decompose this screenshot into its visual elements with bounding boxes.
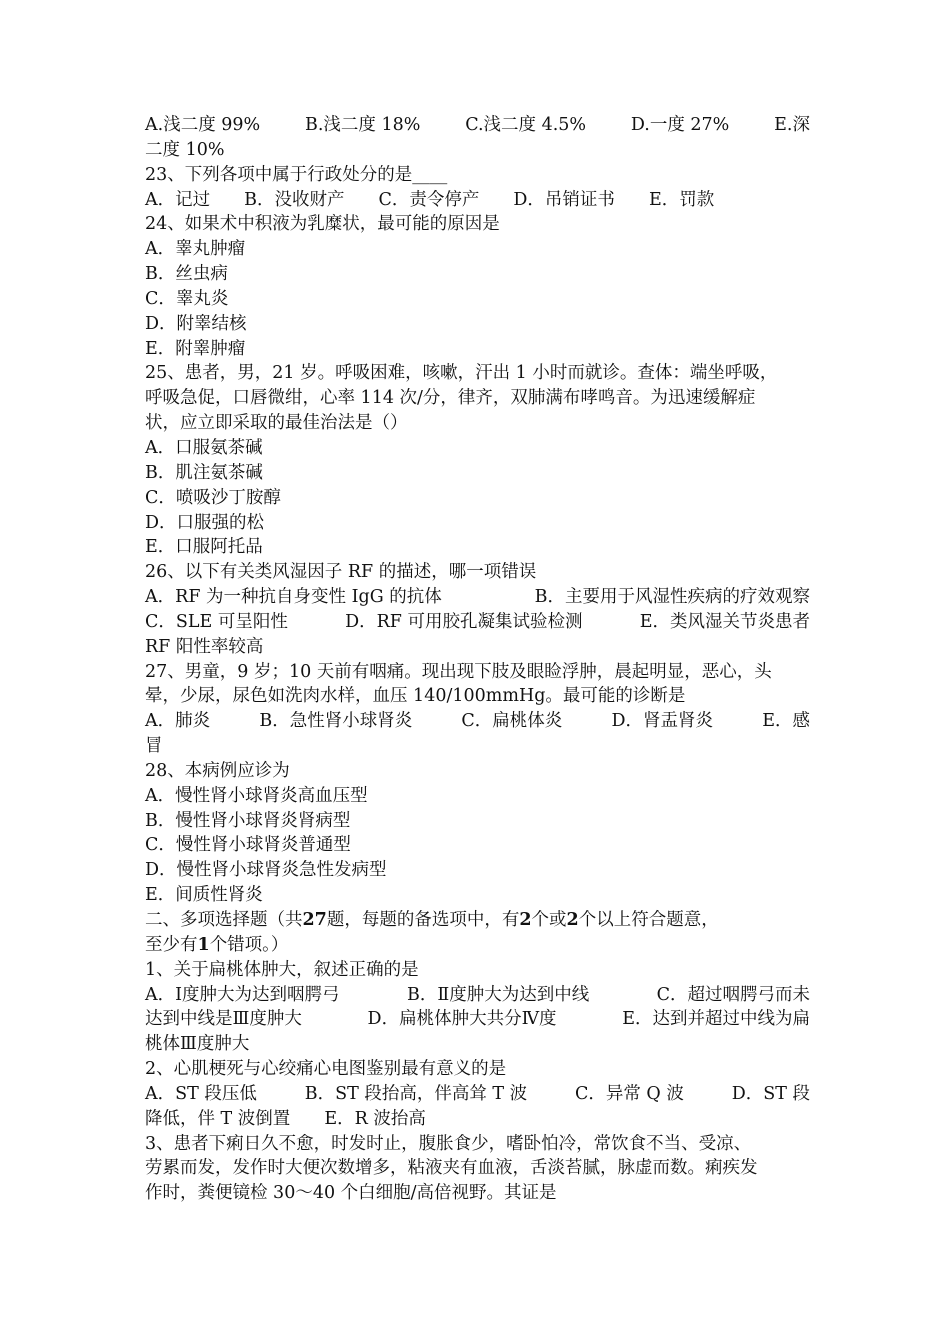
q28-option-e: E．间质性肾炎 — [145, 885, 263, 906]
q28-option-b: B．慢性肾小球肾炎肾病型 — [145, 810, 351, 831]
q25-stem-line: 状，应立即采取的最佳治法是（） — [145, 413, 408, 434]
m3-stem-line: 劳累而发，发作时大便次数增多，粘液夹有血液，舌淡苔腻，脉虚而数。痢疾发 — [145, 1158, 758, 1179]
m2-option-e: E．R 波抬高 — [324, 1108, 426, 1129]
m2-options-line — [145, 1082, 810, 1107]
q27-options-line — [145, 709, 810, 734]
q27-option-b: B．急性肾小球肾炎 — [259, 711, 413, 732]
section-heading — [145, 908, 810, 933]
q25-option-d: D．口服强的松 — [145, 512, 265, 533]
q23-option-c: C．责令停产 — [378, 189, 480, 210]
section-heading-number: 2 — [519, 910, 532, 930]
q25-option-b: B．肌注氨茶碱 — [145, 462, 263, 483]
m2-options-line — [145, 1107, 810, 1132]
q23-option-e: E．罚款 — [648, 189, 715, 210]
q26-option-d: D．RF 可用胶孔凝集试验检测 — [345, 611, 583, 632]
section-heading-text: 个错项。） — [209, 934, 289, 955]
m1-option-c-wrap: 达到中线是Ⅲ度肿大 — [145, 1009, 302, 1030]
q27-option-c: C．扁桃体炎 — [461, 711, 563, 732]
q22-option-d: D.一度 27% — [630, 115, 730, 135]
q24-option-d: D．附睾结核 — [145, 313, 247, 334]
section-heading-count: 27 — [302, 910, 327, 930]
q24-stem: 24、如果术中积液为乳糜状，最可能的原因是 — [145, 214, 500, 235]
section-heading-text: 个以上符合题意， — [578, 910, 719, 930]
q26-option-e: E．类风湿关节炎患者 — [639, 611, 810, 632]
q22-option-e: E.深 — [774, 115, 810, 135]
q24-option-e: E．附睾肿瘤 — [145, 338, 246, 359]
section-heading-text: 至少有 — [145, 934, 198, 955]
q27-stem-line: 27、男童，9 岁；10 天前有咽痛。现出现下肢及眼睑浮肿，晨起明显，恶心，头 — [145, 661, 772, 682]
q26-options-wrap: RF 阳性率较高 — [145, 636, 264, 657]
q23-options-line — [145, 188, 715, 213]
q22-options-line — [145, 113, 810, 138]
m2-stem: 2、心肌梗死与心绞痛心电图鉴别最有意义的是 — [145, 1059, 507, 1080]
m1-options-line — [145, 1007, 810, 1032]
q23-option-d: D．吊销证书 — [513, 189, 615, 210]
q25-option-c: C．喷吸沙丁胺醇 — [145, 487, 281, 508]
q23-option-a: A．记过 — [145, 189, 211, 210]
q24-option-b: B．丝虫病 — [145, 264, 228, 285]
m2-option-d: D．ST 段 — [731, 1083, 810, 1104]
m1-option-a: A．Ⅰ度肿大为达到咽腭弓 — [145, 984, 340, 1005]
section-heading-text: 个或 — [531, 910, 567, 930]
q28-option-c: C．慢性肾小球肾炎普通型 — [145, 835, 351, 856]
q27-option-a: A．肺炎 — [145, 711, 211, 732]
q28-stem: 28、本病例应诊为 — [145, 760, 290, 781]
q26-option-c: C．SLE 可呈阳性 — [145, 611, 288, 632]
section-heading-text: 二、多项选择题（共 — [145, 910, 303, 930]
section-heading-number: 1 — [197, 934, 210, 955]
q26-options-line — [145, 585, 810, 610]
q24-option-c: C．睾丸炎 — [145, 288, 229, 309]
m1-options-line — [145, 983, 810, 1008]
m1-options-wrap: 桃体Ⅲ度肿大 — [145, 1034, 250, 1055]
q25-option-a: A．口服氨茶碱 — [145, 437, 263, 458]
q26-options-line — [145, 610, 810, 635]
q28-option-d: D．慢性肾小球肾炎急性发病型 — [145, 860, 387, 881]
section-heading-wrap — [145, 933, 810, 958]
q27-option-e: E．感 — [762, 711, 810, 732]
q26-stem: 26、以下有关类风湿因子 RF 的描述，哪一项错误 — [145, 562, 537, 583]
m1-option-d: D．扁桃体肿大共分Ⅳ度 — [367, 1009, 557, 1030]
q26-option-a: A．RF 为一种抗自身变性 IgG 的抗体 — [145, 587, 442, 608]
m3-stem-line: 3、患者下痢日久不愈，时发时止，腹胀食少，嗜卧怕冷，常饮食不当、受凉、 — [145, 1133, 752, 1154]
q23-stem: 23、下列各项中属于行政处分的是____ — [145, 164, 448, 185]
q26-option-b: B．主要用于风湿性疾病的疗效观察 — [534, 587, 810, 608]
q24-option-a: A．睾丸肿瘤 — [145, 239, 246, 260]
q27-stem-line: 晕，少尿，尿色如洗肉水样，血压 140/100mmHg。最可能的诊断是 — [145, 686, 686, 707]
m3-stem-line: 作时，粪便镜检 30～40 个白细胞/高倍视野。其证是 — [145, 1183, 557, 1204]
q25-stem-line: 25、患者，男，21 岁。呼吸困难，咳嗽，汗出 1 小时而就诊。查体：端坐呼吸， — [145, 363, 778, 384]
q22-option-a: A.浅二度 99% — [145, 115, 261, 135]
q23-option-b: B．没收财产 — [244, 189, 345, 210]
q22-option-b: B.浅二度 18% — [304, 115, 421, 135]
q25-option-e: E．口服阿托品 — [145, 537, 263, 558]
q25-stem-line: 呼吸急促，口唇微绀，心率 114 次/分，律齐，双肺满布哮鸣音。为迅速缓解症 — [145, 388, 756, 409]
m2-option-d-wrap: 降低，伴 T 波倒置 — [145, 1108, 291, 1129]
section-heading-number: 2 — [566, 910, 579, 930]
m1-option-b: B．Ⅱ度肿大为达到中线 — [406, 984, 590, 1005]
q22-option-c: C.浅二度 4.5% — [465, 115, 587, 135]
section-heading-text: 题，每题的备选项中，有 — [326, 910, 520, 930]
m2-option-a: A．ST 段压低 — [145, 1083, 257, 1104]
m2-option-c: C．异常 Q 波 — [574, 1083, 684, 1104]
q27-options-wrap: 冒 — [145, 736, 163, 757]
m1-option-e: E．达到并超过中线为扁 — [622, 1009, 810, 1030]
q28-option-a: A．慢性肾小球肾炎高血压型 — [145, 785, 368, 806]
m2-option-b: B．ST 段抬高，伴高耸 T 波 — [304, 1083, 528, 1104]
m1-option-c: C．超过咽腭弓而未 — [656, 984, 810, 1005]
exam-text — [145, 113, 810, 1206]
m1-stem: 1、关于扁桃体肿大，叙述正确的是 — [145, 959, 419, 980]
q22-options-wrap: 二度 10% — [145, 139, 225, 160]
q27-option-d: D．肾盂肾炎 — [611, 711, 713, 732]
